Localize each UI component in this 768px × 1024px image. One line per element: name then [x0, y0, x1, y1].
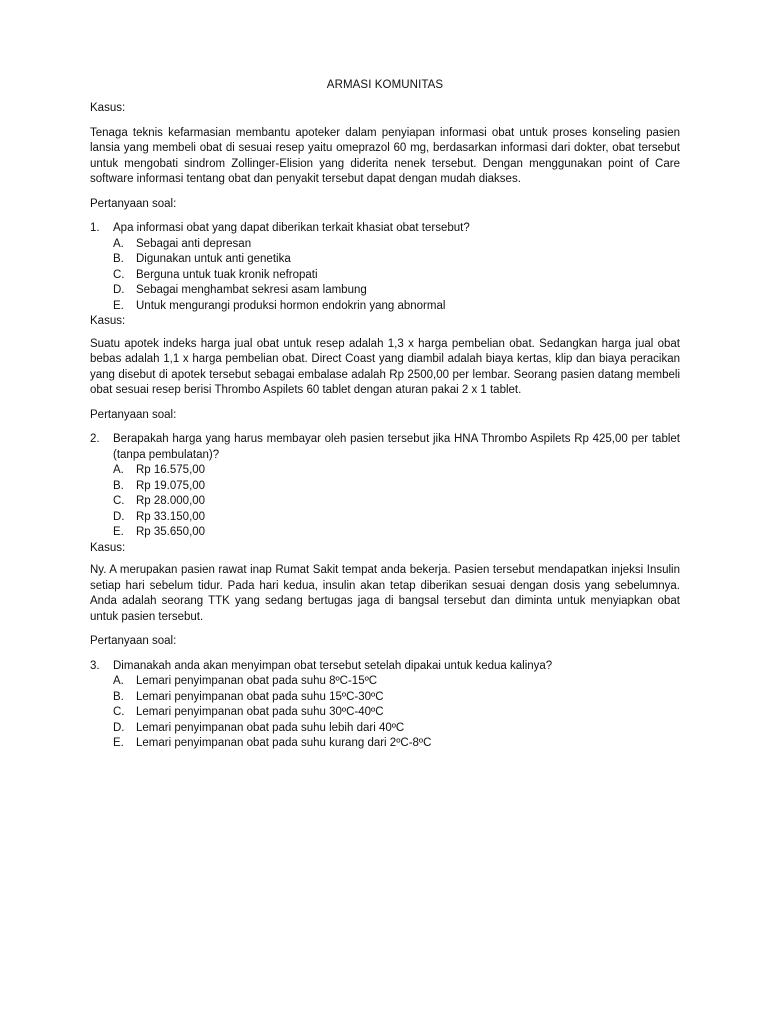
option-letter: C.: [113, 706, 125, 718]
question-label: Pertanyaan soal:: [90, 408, 177, 421]
option-text: Lemari penyimpanan obat pada suhu 15ºC-30ºC: [136, 690, 384, 703]
option-text: Lemari penyimpanan obat pada suhu 8ºC-15ºC: [136, 675, 378, 687]
answer-option: [113, 705, 680, 721]
answer-option: [113, 721, 680, 737]
question-text: Apa informasi obat yang dapat diberikan terkait khasiat obat tersebut?: [113, 222, 470, 234]
question-number: 1.: [90, 222, 100, 234]
answer-option: [113, 479, 680, 495]
question-label: Pertanyaan soal:: [90, 635, 177, 647]
question: [90, 659, 680, 675]
case-section-1: [90, 101, 680, 314]
option-text: Lemari penyimpanan obat pada suhu lebih dari 40ºC: [136, 721, 405, 734]
document-title: ARMASI KOMUNITAS: [326, 79, 444, 91]
case-section-2: [90, 314, 680, 541]
option-letter: A.: [113, 675, 124, 687]
option-text: Lemari penyimpanan obat pada suhu kurang dari 2ºC-8ºC: [136, 737, 432, 749]
answer-option: [113, 299, 680, 315]
option-text: Digunakan untuk anti genetika: [136, 253, 291, 265]
option-text: Rp 19.075,00: [136, 479, 206, 492]
case-text: Suatu apotek indeks harga jual obat untuk resep adalah 1,3 x harga pembelian obat. Sedangkan harga jual obat bebas adalah 1,1 x harga pembelian obat. Direct Coast yang diambil adalah biaya kertas, klip dan biaya peracikan yang disebut di apotek tersebut sebagai embalase adalah Rp 2500,00 per lembar. Seorang pasien datang membeli obat sesuai resep berisi Thrombo Aspilets 60 tablet dengan aturan pakai 2 x 1 tablet.: [90, 337, 680, 396]
question: [90, 432, 680, 463]
answer-options: [113, 463, 680, 541]
answer-options: [113, 674, 680, 752]
option-text: Rp 33.150,00: [136, 510, 206, 523]
answer-option: [113, 237, 680, 253]
answer-option: [113, 494, 680, 510]
answer-option: [113, 252, 680, 268]
option-text: Untuk mengurangi produksi hormon endokrin yang abnormal: [136, 299, 446, 312]
answer-option: [113, 268, 680, 284]
answer-option: [113, 736, 680, 752]
case-text: Tenaga teknis kefarmasian membantu apoteker dalam penyiapan informasi obat untuk proses konseling pasien lansia yang membeli obat di sesuai resep yaitu omeprazol 60 mg, berdasarkan informasi dari dokter, obat tersebut untuk mengobati sindrom Zollinger-Elision yang diderita nenek tersebut. Dengan menggunakan point of Care software informasi tentang obat dan penyakit tersebut dapat dengan mudah diakses.: [90, 126, 680, 185]
case-label: Kasus:: [90, 102, 126, 114]
option-letter: C.: [113, 268, 125, 281]
option-letter: D.: [113, 721, 125, 734]
answer-options: [113, 237, 680, 315]
option-letter: A.: [113, 464, 124, 476]
question-number: 3.: [90, 659, 100, 672]
question-number: 2.: [90, 433, 100, 445]
option-letter: E.: [113, 737, 124, 749]
option-letter: B.: [113, 253, 124, 265]
question: [90, 221, 680, 237]
option-text: Sebagai menghambat sekresi asam lambung: [136, 284, 367, 296]
answer-option: [113, 674, 680, 690]
answer-option: [113, 283, 680, 299]
answer-option: [113, 690, 680, 706]
question-text: Dimanakah anda akan menyimpan obat tersebut setelah dipakai untuk kedua kalinya?: [113, 659, 553, 672]
case-label: Kasus:: [90, 315, 126, 327]
option-letter: C.: [113, 495, 125, 507]
option-text: Rp 35.650,00: [136, 526, 206, 538]
option-text: Sebagai anti depresan: [136, 237, 252, 250]
option-letter: B.: [113, 690, 124, 703]
case-section-3: [90, 541, 680, 752]
answer-option: [113, 525, 680, 541]
option-text: Berguna untuk tuak kronik nefropati: [136, 268, 318, 281]
option-text: Lemari penyimpanan obat pada suhu 30ºC-40ºC: [136, 706, 384, 718]
option-text: Rp 16.575,00: [136, 464, 206, 476]
option-letter: E.: [113, 299, 124, 312]
option-letter: D.: [113, 284, 125, 296]
case-label: Kasus:: [90, 541, 126, 554]
answer-option: [113, 463, 680, 479]
answer-option: [113, 510, 680, 526]
case-text: Ny. A merupakan pasien rawat inap Rumat Sakit tempat anda bekerja. Pasien tersebut mendapatkan injeksi Insulin setiap hari sebelum tidur. Pada hari kedua, insulin akan tetap diberikan sesuai dengan dosis yang sebelumnya. Anda adalah seorang TTK yang sedang bertugas jaga di bangsal tersebut dan diminta untuk menyiapkan obat untuk pasien tersebut.: [90, 564, 680, 623]
option-letter: E.: [113, 526, 124, 538]
option-letter: D.: [113, 510, 125, 523]
option-letter: A.: [113, 237, 124, 250]
question-label: Pertanyaan soal:: [90, 197, 177, 210]
option-letter: B.: [113, 479, 124, 492]
question-text: Berapakah harga yang harus membayar oleh pasien tersebut jika HNA Thrombo Aspilets Rp 425,00 per tablet (tanpa pembulatan)?: [113, 433, 680, 461]
option-text: Rp 28.000,00: [136, 495, 206, 507]
